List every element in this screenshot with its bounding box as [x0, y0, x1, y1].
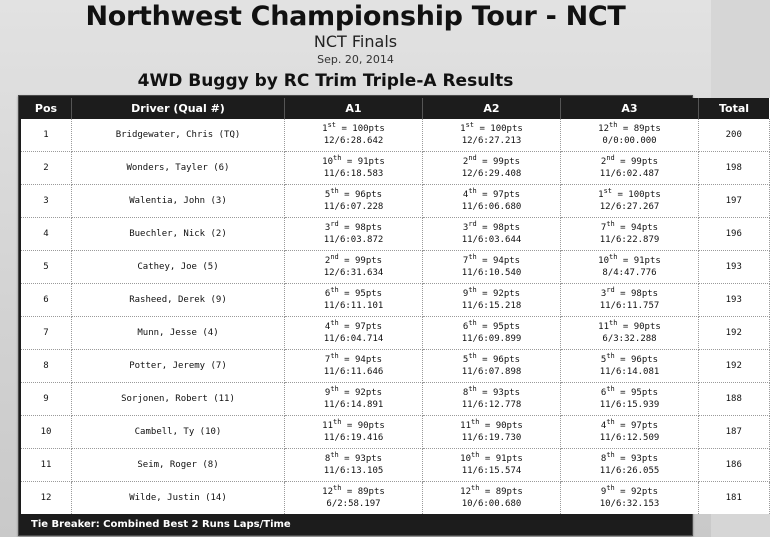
event-title: Northwest Championship Tour - NCT [85, 1, 626, 32]
cell-position: 9 [21, 383, 72, 416]
cell-a2-time: 11/6:12.778 [461, 400, 522, 410]
cell-a1-time: 11/6:19.416 [323, 433, 384, 443]
cell-a1 [285, 152, 423, 185]
cell-total: 181 [699, 482, 770, 515]
cell-a2 [423, 251, 561, 284]
cell-a2 [423, 482, 561, 515]
results-table-container [18, 95, 750, 536]
cell-total: 187 [699, 416, 770, 449]
cell-position: 6 [21, 284, 72, 317]
cell-a3-time: 11/6:22.879 [599, 235, 660, 245]
cell-a1-time: 11/6:07.228 [323, 202, 384, 212]
cell-a2 [423, 350, 561, 383]
cell-a1-points: 1st = 100pts [322, 121, 385, 134]
cell-a2-points: 4th = 97pts [462, 187, 521, 200]
cell-a1-time: 11/6:18.583 [323, 169, 384, 179]
cell-position: 8 [21, 350, 72, 383]
cell-a3-time: 0/0:00.000 [602, 136, 657, 146]
cell-a2 [423, 416, 561, 449]
cell-a3-time: 11/6:02.487 [599, 169, 660, 179]
cell-driver: Bridgewater, Chris (TQ) [72, 119, 285, 152]
cell-a1 [285, 284, 423, 317]
column-header-total[interactable]: Total [699, 98, 770, 119]
table-row[interactable] [21, 284, 769, 317]
cell-driver: Munn, Jesse (4) [72, 317, 285, 350]
cell-position: 5 [21, 251, 72, 284]
cell-a1-points: 5th = 96pts [324, 187, 383, 200]
cell-a3-time: 11/6:14.081 [599, 367, 660, 377]
cell-a2-points: 8th = 93pts [462, 385, 521, 398]
cell-a1-points: 11th = 90pts [322, 418, 385, 431]
class-title: 4WD Buggy by RC Trim Triple-A Results [137, 71, 514, 91]
cell-position: 4 [21, 218, 72, 251]
cell-a2-time: 11/6:10.540 [461, 268, 522, 278]
cell-a3-time: 11/6:15.939 [599, 400, 660, 410]
cell-total: 186 [699, 449, 770, 482]
table-row[interactable] [21, 383, 769, 416]
cell-a3-points: 9th = 92pts [600, 484, 659, 497]
cell-a2-points: 11th = 90pts [460, 418, 523, 431]
cell-total: 193 [699, 251, 770, 284]
cell-a2-time: 11/6:15.574 [461, 466, 522, 476]
page-header [0, 0, 711, 95]
table-row[interactable] [21, 350, 769, 383]
cell-a1-points: 8th = 93pts [324, 451, 383, 464]
cell-total: 196 [699, 218, 770, 251]
cell-a1 [285, 482, 423, 515]
cell-a1-points: 3rd = 98pts [324, 220, 383, 233]
cell-position: 12 [21, 482, 72, 515]
cell-a1-points: 4th = 97pts [324, 319, 383, 332]
column-header-a3[interactable]: A3 [561, 98, 699, 119]
cell-a2-time: 11/6:15.218 [461, 301, 522, 311]
cell-a3 [561, 251, 699, 284]
cell-a2-time: 11/6:09.899 [461, 334, 522, 344]
cell-a2-points: 5th = 96pts [462, 352, 521, 365]
cell-total: 188 [699, 383, 770, 416]
cell-total: 193 [699, 284, 770, 317]
cell-a2-points: 3rd = 98pts [462, 220, 521, 233]
cell-a2-points: 9th = 92pts [462, 286, 521, 299]
table-row[interactable] [21, 449, 769, 482]
cell-a3-time: 12/6:27.267 [599, 202, 660, 212]
cell-a2-time: 12/6:29.408 [461, 169, 522, 179]
cell-total: 198 [699, 152, 770, 185]
cell-a3 [561, 185, 699, 218]
cell-a1-points: 2nd = 99pts [324, 253, 383, 266]
cell-a2 [423, 185, 561, 218]
cell-driver: Walentia, John (3) [72, 185, 285, 218]
cell-a2-time: 12/6:27.213 [461, 136, 522, 146]
cell-a2 [423, 383, 561, 416]
tie-breaker-note: Tie Breaker: Combined Best 2 Runs Laps/Time [21, 514, 690, 535]
cell-a3-points: 12th = 89pts [598, 121, 661, 134]
cell-a1 [285, 218, 423, 251]
cell-a2 [423, 284, 561, 317]
cell-a3 [561, 482, 699, 515]
table-row[interactable] [21, 416, 769, 449]
cell-a3-time: 11/6:11.757 [599, 301, 660, 311]
table-row[interactable] [21, 317, 769, 350]
cell-a3-time: 8/4:47.776 [602, 268, 657, 278]
column-header-pos[interactable]: Pos [21, 98, 72, 119]
cell-a3 [561, 218, 699, 251]
cell-a3-points: 7th = 94pts [600, 220, 659, 233]
table-row[interactable] [21, 218, 769, 251]
cell-driver: Sorjonen, Robert (11) [72, 383, 285, 416]
cell-a3 [561, 350, 699, 383]
cell-a2-points: 7th = 94pts [462, 253, 521, 266]
cell-a1 [285, 119, 423, 152]
column-header-driver[interactable]: Driver (Qual #) [72, 98, 285, 119]
cell-driver: Buechler, Nick (2) [72, 218, 285, 251]
cell-a3-points: 6th = 95pts [600, 385, 659, 398]
cell-a2-time: 11/6:19.730 [461, 433, 522, 443]
cell-total: 192 [699, 317, 770, 350]
cell-a1-points: 12th = 89pts [322, 484, 385, 497]
cell-a1-points: 7th = 94pts [324, 352, 383, 365]
cell-driver: Rasheed, Derek (9) [72, 284, 285, 317]
cell-position: 10 [21, 416, 72, 449]
cell-a3 [561, 449, 699, 482]
cell-position: 11 [21, 449, 72, 482]
cell-a2-time: 11/6:07.898 [461, 367, 522, 377]
cell-a3-time: 11/6:26.055 [599, 466, 660, 476]
cell-driver: Wonders, Tayler (6) [72, 152, 285, 185]
cell-a2 [423, 218, 561, 251]
cell-a3-points: 3rd = 98pts [600, 286, 659, 299]
cell-a3-points: 11th = 90pts [598, 319, 661, 332]
cell-a1-points: 6th = 95pts [324, 286, 383, 299]
cell-position: 2 [21, 152, 72, 185]
cell-a3 [561, 152, 699, 185]
table-row[interactable] [21, 152, 769, 185]
cell-driver: Cambell, Ty (10) [72, 416, 285, 449]
cell-a3-points: 1st = 100pts [598, 187, 661, 200]
cell-a2 [423, 152, 561, 185]
cell-a1 [285, 350, 423, 383]
table-row[interactable] [21, 482, 769, 515]
cell-a2-points: 1st = 100pts [460, 121, 523, 134]
results-table [21, 98, 770, 514]
cell-a1-time: 11/6:13.105 [323, 466, 384, 476]
cell-driver: Potter, Jeremy (7) [72, 350, 285, 383]
cell-a1-time: 11/6:04.714 [323, 334, 384, 344]
table-body [21, 119, 769, 514]
cell-driver: Wilde, Justin (14) [72, 482, 285, 515]
cell-a3-points: 5th = 96pts [600, 352, 659, 365]
cell-a3-points: 2nd = 99pts [600, 154, 659, 167]
event-subtitle: NCT Finals [313, 32, 398, 51]
cell-a3 [561, 416, 699, 449]
event-date: Sep. 20, 2014 [317, 53, 394, 66]
table-row[interactable] [21, 185, 769, 218]
cell-a3 [561, 383, 699, 416]
cell-a2-points: 2nd = 99pts [462, 154, 521, 167]
cell-position: 3 [21, 185, 72, 218]
cell-a1-time: 12/6:28.642 [323, 136, 384, 146]
cell-a3-points: 4th = 97pts [600, 418, 659, 431]
cell-a2 [423, 119, 561, 152]
cell-a3 [561, 119, 699, 152]
cell-a1-time: 11/6:14.891 [323, 400, 384, 410]
cell-a1-time: 11/6:03.872 [323, 235, 384, 245]
cell-a2-points: 12th = 89pts [460, 484, 523, 497]
cell-a3-points: 10th = 91pts [598, 253, 661, 266]
table-header [21, 98, 769, 119]
cell-a1 [285, 449, 423, 482]
cell-a3-points: 8th = 93pts [600, 451, 659, 464]
cell-a1 [285, 317, 423, 350]
cell-a3-time: 6/3:32.288 [602, 334, 657, 344]
cell-a3-time: 11/6:12.509 [599, 433, 660, 443]
cell-a1 [285, 416, 423, 449]
cell-a3 [561, 284, 699, 317]
cell-total: 197 [699, 185, 770, 218]
cell-position: 7 [21, 317, 72, 350]
column-header-a2[interactable]: A2 [423, 98, 561, 119]
cell-a2-points: 10th = 91pts [460, 451, 523, 464]
cell-a1-points: 9th = 92pts [324, 385, 383, 398]
cell-a2-points: 6th = 95pts [462, 319, 521, 332]
cell-a2-time: 11/6:03.644 [461, 235, 522, 245]
cell-driver: Cathey, Joe (5) [72, 251, 285, 284]
cell-total: 200 [699, 119, 770, 152]
cell-a1-time: 11/6:11.646 [323, 367, 384, 377]
cell-a2 [423, 317, 561, 350]
table-header-row [21, 98, 769, 119]
cell-a1-time: 6/2:58.197 [326, 499, 381, 509]
cell-position: 1 [21, 119, 72, 152]
table-row[interactable] [21, 251, 769, 284]
cell-a2-time: 10/6:00.680 [461, 499, 522, 509]
cell-a1-time: 11/6:11.101 [323, 301, 384, 311]
cell-total: 192 [699, 350, 770, 383]
column-header-a1[interactable]: A1 [285, 98, 423, 119]
cell-a2-time: 11/6:06.680 [461, 202, 522, 212]
cell-a3 [561, 317, 699, 350]
table-row[interactable] [21, 119, 769, 152]
cell-driver: Seim, Roger (8) [72, 449, 285, 482]
cell-a1 [285, 185, 423, 218]
cell-a1 [285, 383, 423, 416]
cell-a1 [285, 251, 423, 284]
cell-a1-points: 10th = 91pts [322, 154, 385, 167]
cell-a3-time: 10/6:32.153 [599, 499, 660, 509]
cell-a2 [423, 449, 561, 482]
cell-a1-time: 12/6:31.634 [323, 268, 384, 278]
